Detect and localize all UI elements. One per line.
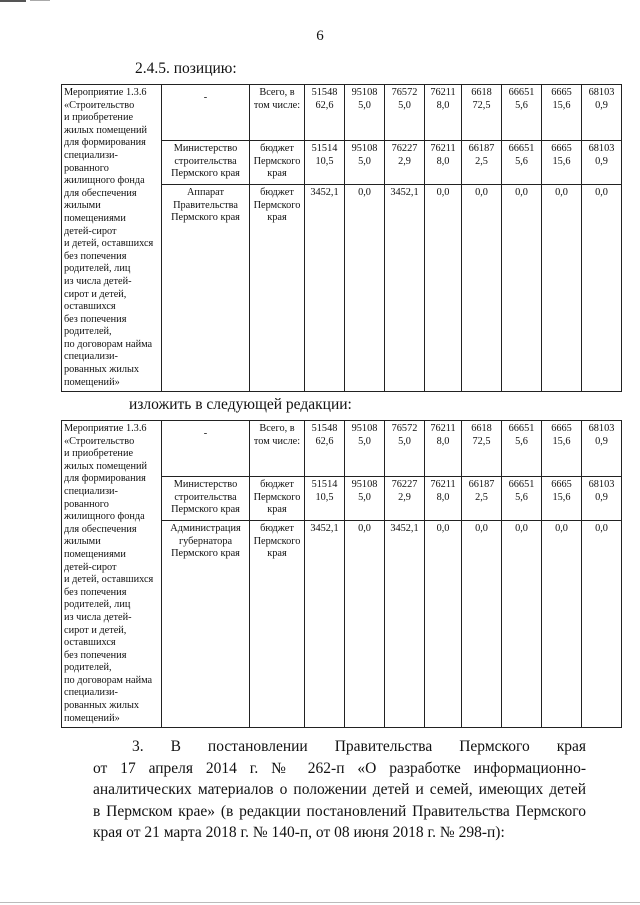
event-description-line: и детей, оставшихся [64, 574, 154, 586]
funding-source-cell: бюджет Пермского края [250, 477, 305, 521]
event-description-line: детей-сирот [64, 225, 117, 237]
amount-cell: 76572 5,0 [385, 85, 425, 141]
amount-cell: 76572 5,0 [385, 421, 425, 477]
amount-cell: 68103 0,9 [582, 421, 622, 477]
event-description-line: родителей, лиц [64, 263, 131, 275]
event-description-line: помещений» [64, 712, 120, 724]
event-description-line: родителей, [64, 326, 112, 338]
event-description-line: родителей, [64, 662, 112, 674]
amount-cell: 76211 8,0 [425, 141, 462, 185]
amount-cell: 0,0 [462, 521, 502, 728]
event-description-line: для обеспечения [64, 187, 137, 199]
executor-cell: Администрация губернатора Пермского края [162, 521, 250, 728]
amount-cell: 6665 15,6 [542, 421, 582, 477]
amount-cell: 66651 5,6 [502, 421, 542, 477]
event-description-line: жилищного фонда [64, 175, 145, 187]
amount-cell: 95108 5,0 [345, 141, 385, 185]
event-description-cell [62, 421, 162, 728]
event-description-line: жилыми [64, 200, 101, 212]
executor-cell: Министерство строительства Пермского края [162, 477, 250, 521]
event-description-line: для формирования [64, 473, 146, 485]
event-description-line: рованного [64, 498, 109, 510]
executor-cell: - [162, 421, 250, 477]
amount-cell: 95108 5,0 [345, 421, 385, 477]
budget-table-old [61, 84, 622, 392]
scan-bottom-edge [0, 902, 640, 903]
amount-cell: 68103 0,9 [582, 477, 622, 521]
paragraph-line: от 17 апреля 2014 г. № 262-п «О разработке информационно- [93, 759, 586, 777]
budget-table-new [61, 420, 622, 728]
executor-cell: Аппарат Правительства Пермского края [162, 185, 250, 392]
event-description-line: и детей, оставшихся [64, 238, 154, 250]
event-description-line: помещениями [64, 212, 126, 224]
event-description-line: сирот и детей, [64, 288, 127, 300]
amount-cell: 66187 2,5 [462, 477, 502, 521]
event-description-line: без попечения [64, 649, 127, 661]
funding-source-cell: Всего, в том числе: [250, 85, 305, 141]
event-description-line: жилых помещений [64, 124, 147, 136]
event-description-line: без попечения [64, 250, 127, 262]
amount-cell: 51548 62,6 [305, 421, 345, 477]
event-description-line: специализи- [64, 485, 118, 497]
event-description-line: оставшихся [64, 301, 116, 313]
amount-cell: 76211 8,0 [425, 421, 462, 477]
executor-cell: - [162, 85, 250, 141]
amount-cell: 51548 62,6 [305, 85, 345, 141]
event-description-line: помещениями [64, 548, 126, 560]
event-description-line: для формирования [64, 137, 146, 149]
event-description-line: сирот и детей, [64, 624, 127, 636]
amount-cell: 3452,1 [385, 521, 425, 728]
amount-cell: 6618 72,5 [462, 421, 502, 477]
amount-cell: 76227 2,9 [385, 477, 425, 521]
event-description-line: рованных жилых [64, 700, 140, 712]
amount-cell: 76227 2,9 [385, 141, 425, 185]
event-description-line: по договорам найма [64, 338, 153, 350]
funding-source-cell: бюджет Пермского края [250, 141, 305, 185]
event-description-line: Мероприятие 1.3.6 [64, 87, 147, 98]
amount-cell: 3452,1 [385, 185, 425, 392]
amount-cell: 0,0 [582, 521, 622, 728]
table-row [62, 421, 622, 477]
event-description-line: из числа детей- [64, 611, 132, 623]
event-description-line: специализи- [64, 351, 118, 363]
event-description-line: жилых помещений [64, 460, 147, 472]
resolution-paragraph [93, 736, 586, 844]
paragraph-line: в Пермском крае» (в редакции постановлений Правительства Пермского [93, 802, 586, 820]
event-description-line: родителей, лиц [64, 599, 131, 611]
amount-cell: 6618 72,5 [462, 85, 502, 141]
amount-cell: 68103 0,9 [582, 85, 622, 141]
amount-cell: 0,0 [345, 185, 385, 392]
amount-cell: 66651 5,6 [502, 141, 542, 185]
paragraph-line: 3. В постановлении Правительства Пермского края [132, 738, 586, 755]
event-description-cell [62, 85, 162, 392]
amount-cell: 68103 0,9 [582, 141, 622, 185]
event-description-line: рованных жилых [64, 364, 140, 376]
event-description-line: жилищного фонда [64, 511, 145, 523]
amount-cell: 6665 15,6 [542, 85, 582, 141]
amount-cell: 51514 10,5 [305, 477, 345, 521]
amount-cell: 76211 8,0 [425, 85, 462, 141]
event-description-line: рованного [64, 162, 109, 174]
event-description-line: для обеспечения [64, 523, 137, 535]
amount-cell: 0,0 [425, 521, 462, 728]
event-description-line: без попечения [64, 313, 127, 325]
table-row [62, 85, 622, 141]
amount-cell: 0,0 [462, 185, 502, 392]
amount-cell: 66651 5,6 [502, 477, 542, 521]
amount-cell: 0,0 [502, 185, 542, 392]
amount-cell: 0,0 [542, 185, 582, 392]
event-description-line: по договорам найма [64, 674, 153, 686]
executor-cell: Министерство строительства Пермского края [162, 141, 250, 185]
event-description-line: специализи- [64, 687, 118, 699]
amount-cell: 66651 5,6 [502, 85, 542, 141]
funding-source-cell: бюджет Пермского края [250, 521, 305, 728]
event-description-line: из числа детей- [64, 275, 132, 287]
event-description-line: Мероприятие 1.3.6 [64, 423, 147, 434]
amount-cell: 0,0 [582, 185, 622, 392]
amount-cell: 95108 5,0 [345, 85, 385, 141]
amount-cell: 3452,1 [305, 185, 345, 392]
event-description-line: без попечения [64, 586, 127, 598]
event-description-line: «Строительство [64, 435, 135, 447]
event-description-line: специализи- [64, 149, 118, 161]
event-description-line: и приобретение [64, 448, 134, 460]
event-description-line: и приобретение [64, 112, 134, 124]
event-description-line: помещений» [64, 376, 120, 388]
amount-cell: 3452,1 [305, 521, 345, 728]
caption-position: 2.4.5. позицию: [135, 60, 237, 77]
event-description-line: жилыми [64, 536, 101, 548]
amount-cell: 6665 15,6 [542, 477, 582, 521]
page-number: 6 [316, 28, 324, 44]
paragraph-line: края от 21 марта 2018 г. № 140-п, от 08 июня 2018 г. № 298-п): [93, 824, 505, 841]
amount-cell: 76211 8,0 [425, 477, 462, 521]
amount-cell: 0,0 [502, 521, 542, 728]
scan-top-mark [30, 0, 50, 1]
caption-new-edition: изложить в следующей редакции: [129, 396, 352, 413]
event-description-line: детей-сирот [64, 561, 117, 573]
amount-cell: 0,0 [425, 185, 462, 392]
amount-cell: 51514 10,5 [305, 141, 345, 185]
amount-cell: 66187 2,5 [462, 141, 502, 185]
funding-source-cell: Всего, в том числе: [250, 421, 305, 477]
event-description-line: оставшихся [64, 637, 116, 649]
funding-source-cell: бюджет Пермского края [250, 185, 305, 392]
amount-cell: 6665 15,6 [542, 141, 582, 185]
paragraph-line: аналитических материалов о положении детей и семей, имеющих детей [93, 781, 586, 798]
amount-cell: 0,0 [345, 521, 385, 728]
amount-cell: 95108 5,0 [345, 477, 385, 521]
event-description-line: «Строительство [64, 99, 135, 111]
amount-cell: 0,0 [542, 521, 582, 728]
scan-top-mark [0, 0, 26, 2]
